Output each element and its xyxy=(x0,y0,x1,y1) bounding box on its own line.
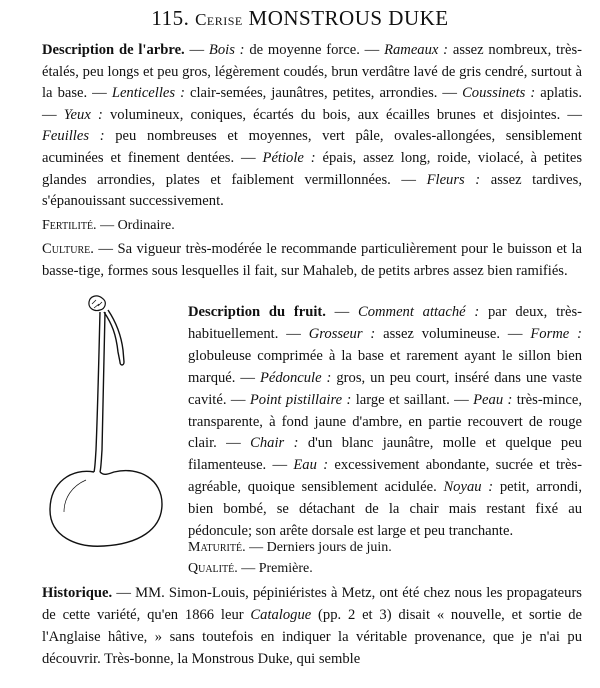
quality-value: — Première. xyxy=(237,561,313,576)
history-paragraph xyxy=(42,582,582,670)
culture-paragraph xyxy=(42,238,582,282)
culture-label: Culture. xyxy=(42,241,94,257)
tree-description xyxy=(42,40,582,213)
fruit-text: — Comment attaché : par deux, très-habituellement. — Grosseur : assez volumineuse. — Forme : globuleuse comprimée à la base et rarement ayant le sillon bien marqué. — Pédoncule : gros, un peu court, inséré dans une vaste cavité. — Point pistillaire : large et saillant. — Peau : très-mince, transparente, à fond jaune d'ambre, en partie recouvert de rouge clair. — Chair : d'un blanc jaunâtre, molle et quelque peu filamenteuse. — Eau : excessivement abondante, sucrée et très-agréable, quoique sensiblement acidulée. Noyau : petit, arrondi, bien bombé, se détachant de la chair mais restant fixé au pédoncule; son arête dorsale est large et peu tranchante. xyxy=(188,304,583,540)
fertility-label: Fertilité. xyxy=(42,218,97,233)
maturity-line xyxy=(188,538,392,558)
maturity-value: — Derniers jours de juin. xyxy=(245,540,392,555)
culture-text: — Sa vigueur très-modérée le recommande particulièrement pour le buisson et la basse-tige, formes sous lesquelles il fait, sur Mahaleb, de petits arbres assez bien ramifiés. xyxy=(42,241,582,279)
history-heading: Historique. xyxy=(42,585,113,601)
fruit-description xyxy=(188,302,582,543)
title-number: 115. xyxy=(151,6,190,30)
quality-line xyxy=(188,559,313,579)
quality-label: Qualité. xyxy=(188,561,238,576)
maturity-label: Maturité. xyxy=(188,540,246,555)
page-title xyxy=(0,6,600,31)
fruit-heading: Description du fruit. xyxy=(188,304,326,320)
title-name: MONSTROUS DUKE xyxy=(248,6,449,30)
fertility-line xyxy=(42,216,175,236)
tree-heading: Description de l'arbre. xyxy=(42,42,185,58)
title-kind: Cerise xyxy=(195,10,243,29)
history-text: — MM. Simon-Louis, pépiniéristes à Metz, ont été chez nous les propagateurs de cette variété, qu'en 1866 leur Catalogue (pp. 2 et 3) disait « nouvelle, et sortie de l'Anglaise hâtive, » sans toutefois en indiquer la véritable provenance, que je n'ai pu découvrir. Très-bonne, la Monstrous Duke, qui semble xyxy=(42,585,582,667)
tree-text: — Bois : de moyenne force. — Rameaux : assez nombreux, très-étalés, peu longs et peu gros, légèrement coudés, brun verdâtre lavé de gris cendré, surtout à la base. — Lenticelles : clair-semées, jaunâtres, petites, arrondies. — Coussinets : aplatis. — Yeux : volumineux, coniques, écartés du bois, aux écailles brunes et disjointes. — Feuilles : peu nombreuses et moyennes, vert pâle, ovales-allongées, sensiblement acuminées et finement dentées. — Pétiole : épais, assez long, roide, violacé, à petites glandes arrondies, plates et faiblement vermillonnées. — Fleurs : assez tardives, s'épanouissant successivement. xyxy=(42,42,582,210)
fertility-value: — Ordinaire. xyxy=(96,218,175,233)
cherry-illustration xyxy=(42,290,182,550)
